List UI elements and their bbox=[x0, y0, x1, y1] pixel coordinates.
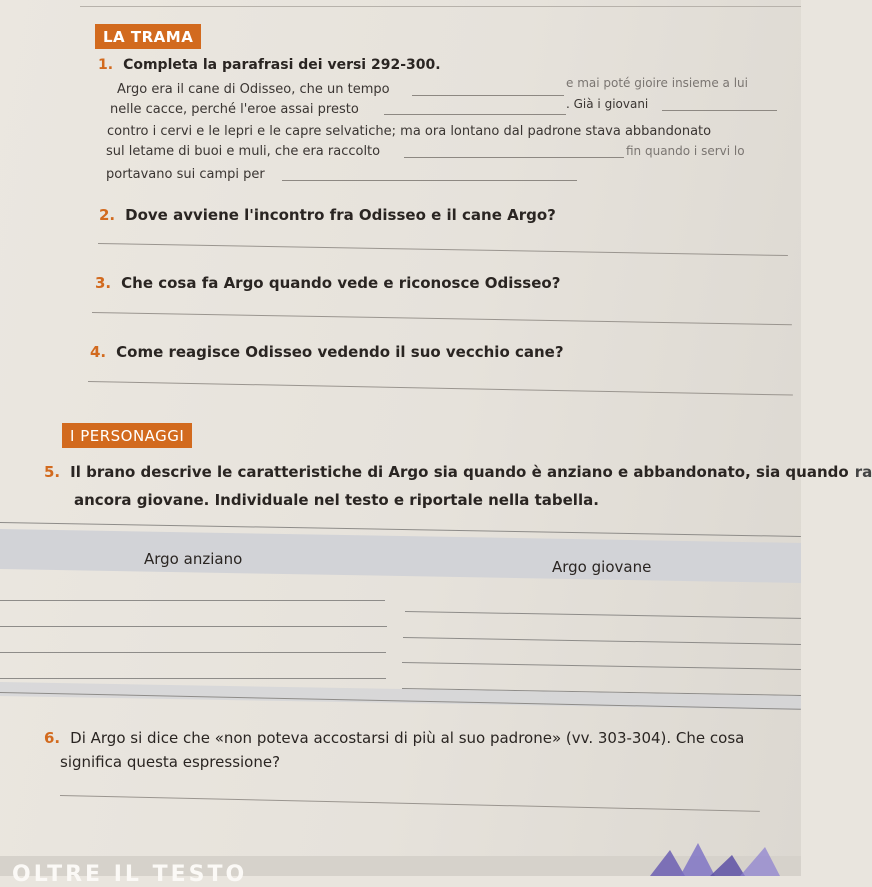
section-title-trama: LA TRAMA bbox=[95, 24, 201, 49]
parafrasi-line-5-left: portavano sui campi per bbox=[106, 167, 265, 182]
question-1-number: 1. bbox=[98, 57, 114, 73]
question-2-number: 2. bbox=[99, 206, 116, 224]
table-row-line-right[interactable] bbox=[405, 611, 801, 619]
blank-field[interactable] bbox=[282, 180, 577, 181]
parafrasi-line-2-right: . Già i giovani bbox=[566, 97, 649, 111]
parafrasi-line-1-right: e mai poté gioire insieme a lui bbox=[566, 76, 748, 90]
question-6-text-1: Di Argo si dice che «non poteva accostarsi di più al suo padrone» (vv. 303-304). Che cosa bbox=[70, 729, 745, 747]
question-3-text: Che cosa fa Argo quando vede e riconosce Odisseo? bbox=[121, 274, 561, 292]
question-2-text: Dove avviene l'incontro fra Odisseo e il cane Argo? bbox=[125, 206, 556, 224]
table-header-band bbox=[0, 529, 801, 583]
question-6-line-1 bbox=[44, 727, 744, 749]
blank-field[interactable] bbox=[662, 110, 777, 111]
question-5-number: 5. bbox=[44, 463, 61, 481]
answer-line[interactable] bbox=[88, 381, 793, 396]
answer-line[interactable] bbox=[92, 312, 792, 325]
question-5-line-1 bbox=[44, 461, 872, 483]
question-2 bbox=[99, 206, 556, 224]
question-6-line-2 bbox=[60, 751, 280, 773]
parafrasi-line-2-left: nelle cacce, perché l'eroe assai presto bbox=[110, 102, 359, 117]
question-5-text-1: Il brano descrive le caratteristiche di Argo sia quando è anziano e abbandonato, sia quando bbox=[70, 463, 849, 481]
table-row-line-left[interactable] bbox=[0, 626, 387, 627]
table-header-argo-anziano: Argo anziano bbox=[144, 550, 243, 568]
question-3-number: 3. bbox=[95, 274, 112, 292]
table-header-argo-giovane: Argo giovane bbox=[552, 558, 652, 576]
answer-line[interactable] bbox=[98, 243, 788, 256]
blank-field[interactable] bbox=[384, 114, 566, 115]
question-4-number: 4. bbox=[90, 343, 107, 361]
question-4-text: Come reagisce Odisseo vedendo il suo vecchio cane? bbox=[116, 343, 564, 361]
question-4 bbox=[90, 343, 564, 361]
parafrasi-line-4-right: fin quando i servi lo bbox=[626, 144, 745, 158]
parafrasi-line-3: contro i cervi e le lepri e le capre selvatiche; ma ora lontano dal padrone stava abbandonato bbox=[107, 124, 712, 139]
table-row-line-left[interactable] bbox=[0, 652, 386, 653]
section-title-oltre-il-testo: OLTRE IL TESTO bbox=[12, 862, 248, 887]
parafrasi-line-4-left: sul letame di buoi e muli, che era raccolto bbox=[106, 144, 381, 159]
question-1-text: Completa la parafrasi dei versi 292-300. bbox=[123, 57, 441, 73]
top-rule bbox=[80, 6, 801, 7]
blank-field[interactable] bbox=[412, 95, 564, 96]
question-5-text-tail: ra bbox=[854, 463, 872, 481]
question-6-number: 6. bbox=[44, 729, 61, 747]
blank-field[interactable] bbox=[404, 157, 624, 158]
question-3 bbox=[95, 274, 560, 292]
parafrasi-line-1-left: Argo era il cane di Odisseo, che un tempo bbox=[117, 82, 390, 97]
table-row-line-right[interactable] bbox=[402, 662, 801, 670]
table-row-line-right[interactable] bbox=[403, 637, 801, 645]
decorative-shapes bbox=[640, 835, 801, 876]
table-row-line-left[interactable] bbox=[0, 600, 385, 601]
section-title-personaggi: I PERSONAGGI bbox=[62, 423, 192, 448]
question-5-text-2: ancora giovane. Individuale nel testo e riportale nella tabella. bbox=[74, 491, 599, 509]
answer-line[interactable] bbox=[60, 795, 760, 812]
table-row-line-left[interactable] bbox=[0, 678, 386, 679]
question-6-text-2: significa questa espressione? bbox=[60, 753, 281, 771]
question-1 bbox=[98, 57, 441, 73]
